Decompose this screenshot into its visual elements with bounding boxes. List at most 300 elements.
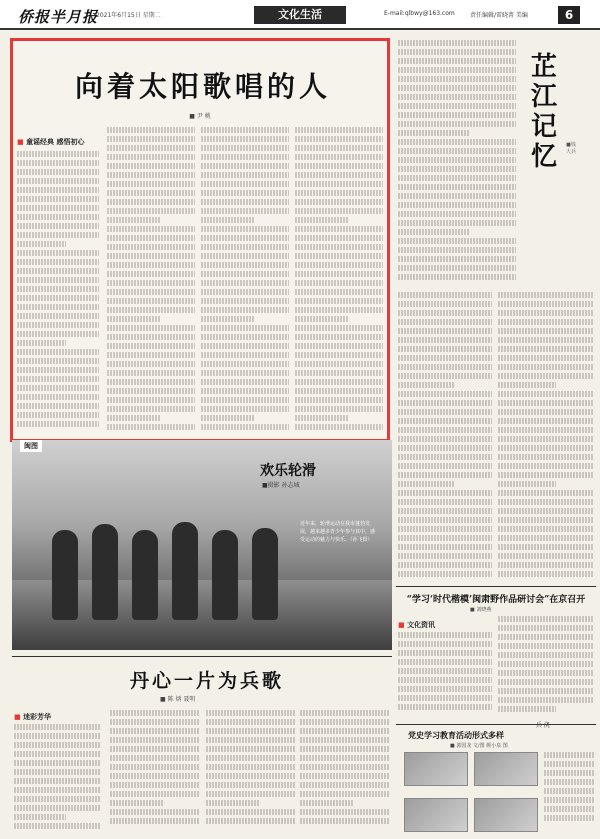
- text-line: [17, 376, 99, 382]
- text-line: [201, 235, 289, 241]
- text-line: [107, 280, 195, 286]
- text-line: [398, 562, 492, 568]
- text-line: [398, 436, 492, 442]
- text-line: [398, 668, 492, 674]
- section-label: 兵 浇: [536, 722, 550, 729]
- text-line: [110, 755, 200, 761]
- text-line: [398, 544, 492, 550]
- text-line: [107, 334, 195, 340]
- text-line: [398, 364, 492, 370]
- contact-email: E-mail:qlbwy@163.com: [384, 10, 455, 17]
- text-line: [398, 553, 492, 559]
- text-line: [398, 400, 492, 406]
- text-line: [498, 373, 594, 379]
- text-line: [300, 773, 390, 779]
- text-line: [544, 788, 594, 794]
- text-line: [398, 409, 492, 415]
- text-line: [498, 472, 594, 478]
- text-line: [107, 388, 195, 394]
- text-line: [498, 625, 594, 631]
- text-line: [498, 535, 594, 541]
- text-line: [107, 379, 195, 385]
- news-author: ■ 刘晓燕: [470, 607, 492, 613]
- text-line: [398, 76, 516, 82]
- skater-figure: [212, 530, 238, 620]
- right-text-top: [398, 40, 516, 290]
- text-line: [110, 719, 200, 725]
- text-line: [295, 181, 383, 187]
- skater-figure: [132, 530, 158, 620]
- text-line: [201, 397, 289, 403]
- text-line: [398, 704, 492, 710]
- text-line: [14, 787, 100, 793]
- text-line: [17, 178, 99, 184]
- text-line: [201, 280, 289, 286]
- text-line: [17, 196, 99, 202]
- text-line: [201, 208, 289, 214]
- text-line: [206, 764, 296, 770]
- photo-credit: ■摄影 孙志城: [262, 482, 300, 489]
- text-line: [498, 670, 594, 676]
- text-line: [300, 809, 390, 815]
- text-line: [201, 226, 289, 232]
- text-line: [17, 214, 99, 220]
- culture-mark: ■: [398, 621, 405, 629]
- text-line: [498, 562, 594, 568]
- text-line: [398, 130, 469, 136]
- text-line: [201, 352, 289, 358]
- text-line: [17, 232, 99, 238]
- issue-date: 2021年6月15日 星期二: [96, 12, 161, 19]
- text-line: [398, 103, 516, 109]
- text-line: [300, 728, 390, 734]
- text-line: [17, 259, 99, 265]
- text-line: [300, 755, 390, 761]
- text-line: [295, 235, 383, 241]
- text-line: [398, 346, 492, 352]
- newspaper-logo: 侨报半月报: [18, 8, 99, 26]
- text-line: [110, 746, 200, 752]
- text-line: [17, 403, 99, 409]
- text-line: [295, 316, 348, 322]
- text-line: [295, 370, 383, 376]
- text-line: [201, 388, 289, 394]
- text-line: [14, 814, 66, 820]
- text-line: [201, 415, 254, 421]
- text-line: [17, 295, 99, 301]
- text-line: [17, 340, 66, 346]
- text-line: [107, 199, 195, 205]
- text-line: [107, 172, 195, 178]
- text-line: [295, 415, 348, 421]
- text-line: [17, 241, 66, 247]
- text-line: [498, 661, 594, 667]
- text-line: [295, 307, 383, 313]
- bottom-subhead: [14, 712, 51, 722]
- text-line: [107, 397, 195, 403]
- text-line: [201, 343, 289, 349]
- text-line: [17, 394, 99, 400]
- text-line: [398, 94, 516, 100]
- text-line: [544, 806, 594, 812]
- text-line: [498, 481, 556, 487]
- text-line: [201, 136, 289, 142]
- text-line: [17, 223, 99, 229]
- bottom-article-title: 丹心一片为兵歌: [130, 670, 285, 692]
- text-line: [398, 355, 492, 361]
- text-line: [17, 268, 99, 274]
- text-line: [295, 325, 383, 331]
- text-line: [201, 190, 289, 196]
- culture-text-b: [498, 616, 594, 716]
- text-line: [107, 217, 160, 223]
- text-line: [17, 421, 99, 427]
- subhead-text: 童谣经典 感悟初心: [26, 138, 85, 146]
- text-line: [107, 289, 195, 295]
- text-line: [201, 271, 289, 277]
- text-line: [398, 508, 492, 514]
- text-line: [295, 406, 383, 412]
- text-line: [398, 67, 516, 73]
- text-line: [201, 424, 289, 430]
- text-line: [107, 316, 160, 322]
- text-line: [107, 307, 195, 313]
- text-line: [398, 445, 492, 451]
- text-line: [17, 313, 99, 319]
- text-line: [498, 526, 594, 532]
- text-line: [398, 695, 492, 701]
- text-line: [295, 253, 383, 259]
- text-line: [398, 328, 492, 334]
- text-line: [17, 322, 99, 328]
- text-line: [498, 337, 594, 343]
- text-line: [201, 262, 289, 268]
- text-line: [398, 454, 492, 460]
- masthead: [0, 0, 600, 30]
- subhead-text: 迷彩芳华: [23, 713, 52, 721]
- text-line: [498, 346, 594, 352]
- text-line: [398, 184, 516, 190]
- text-line: [206, 800, 260, 806]
- text-line: [107, 361, 195, 367]
- party-news-title: 党史学习教育活动形式多样: [408, 730, 504, 740]
- text-line: [107, 325, 195, 331]
- text-line: [206, 791, 296, 797]
- text-line: [17, 169, 99, 175]
- text-line: [398, 319, 492, 325]
- text-line: [17, 331, 99, 337]
- text-line: [107, 163, 195, 169]
- text-line: [398, 677, 492, 683]
- text-column-1: [17, 151, 99, 437]
- text-line: [498, 706, 556, 712]
- text-line: [295, 127, 383, 133]
- text-line: [14, 778, 100, 784]
- right-text-col-b: [498, 292, 594, 582]
- text-line: [110, 818, 200, 824]
- text-line: [498, 463, 594, 469]
- text-line: [398, 157, 516, 163]
- bottom-text-col-3: [206, 710, 296, 832]
- text-line: [498, 508, 594, 514]
- editors: 责任编辑/雷晓菁 美编: [470, 12, 528, 19]
- text-line: [110, 710, 200, 716]
- text-line: [300, 818, 390, 824]
- text-line: [398, 220, 516, 226]
- text-line: [17, 277, 99, 283]
- text-line: [398, 202, 516, 208]
- text-line: [107, 190, 195, 196]
- text-line: [295, 190, 383, 196]
- text-line: [110, 791, 200, 797]
- skater-figure: [172, 522, 198, 620]
- text-line: [300, 719, 390, 725]
- divider: [12, 656, 392, 657]
- party-news-author: ■ 郭国龙 文/图 颜小泉 图: [450, 743, 508, 749]
- text-line: [206, 818, 296, 824]
- text-line: [201, 145, 289, 151]
- text-line: [295, 424, 383, 430]
- text-line: [201, 289, 289, 295]
- text-line: [498, 409, 594, 415]
- text-line: [498, 355, 594, 361]
- text-line: [398, 490, 492, 496]
- text-line: [295, 271, 383, 277]
- text-line: [14, 769, 100, 775]
- text-line: [544, 797, 594, 803]
- text-line: [498, 571, 594, 577]
- text-line: [398, 112, 516, 118]
- text-line: [206, 728, 296, 734]
- text-line: [295, 154, 383, 160]
- text-line: [398, 310, 492, 316]
- text-line: [398, 175, 516, 181]
- text-line: [107, 424, 195, 430]
- text-line: [295, 298, 383, 304]
- text-line: [544, 752, 594, 758]
- text-line: [295, 280, 383, 286]
- text-line: [206, 719, 296, 725]
- text-line: [107, 271, 195, 277]
- text-line: [498, 553, 594, 559]
- text-line: [107, 298, 195, 304]
- text-line: [498, 688, 594, 694]
- text-line: [206, 809, 296, 815]
- text-line: [398, 373, 492, 379]
- text-line: [201, 325, 289, 331]
- text-line: [498, 652, 594, 658]
- text-line: [498, 400, 594, 406]
- text-line: [295, 343, 383, 349]
- text-line: [201, 370, 289, 376]
- text-line: [498, 679, 594, 685]
- skater-figure: [92, 524, 118, 620]
- text-line: [300, 746, 390, 752]
- text-line: [398, 58, 516, 64]
- culture-text-a: [398, 632, 492, 716]
- text-line: [107, 262, 195, 268]
- text-line: [398, 632, 492, 638]
- text-line: [201, 379, 289, 385]
- text-line: [110, 809, 200, 815]
- page-number: 6: [558, 6, 580, 24]
- text-line: [201, 181, 289, 187]
- text-line: [201, 163, 289, 169]
- text-line: [398, 472, 492, 478]
- text-line: [544, 761, 594, 767]
- text-line: [398, 418, 492, 424]
- text-line: [398, 499, 492, 505]
- text-line: [201, 298, 289, 304]
- text-line: [498, 454, 594, 460]
- text-line: [17, 286, 99, 292]
- text-line: [398, 650, 492, 656]
- text-line: [107, 244, 195, 250]
- news-title: “学习‘时代楷模’闽肃野作品研讨会”在京召开: [406, 595, 586, 605]
- text-line: [295, 352, 383, 358]
- text-line: [398, 256, 516, 262]
- text-line: [110, 782, 200, 788]
- text-line: [201, 217, 254, 223]
- text-line: [300, 710, 390, 716]
- text-line: [498, 643, 594, 649]
- news-thumbnail: [404, 752, 468, 786]
- text-line: [295, 244, 383, 250]
- text-line: [295, 388, 383, 394]
- skater-figure: [52, 530, 78, 620]
- news-thumbnail: [474, 798, 538, 832]
- text-line: [206, 773, 296, 779]
- text-line: [498, 310, 594, 316]
- text-line: [206, 755, 296, 761]
- text-line: [498, 364, 594, 370]
- text-line: [17, 250, 99, 256]
- text-line: [107, 154, 195, 160]
- text-line: [498, 616, 594, 622]
- text-line: [295, 226, 383, 232]
- text-line: [107, 226, 195, 232]
- text-line: [17, 367, 99, 373]
- text-line: [107, 406, 195, 412]
- text-line: [498, 319, 594, 325]
- divider: [396, 724, 596, 725]
- text-line: [398, 686, 492, 692]
- vertical-title: 芷江记忆: [530, 52, 557, 172]
- photo-caption: 近年来，轮滑运动在我市蓬勃发展，越来越多青少年参与其中，感受运动的魅力与快乐。（孙飞摄）: [300, 521, 376, 543]
- text-line: [14, 805, 100, 811]
- text-line: [14, 733, 100, 739]
- text-line: [206, 710, 296, 716]
- text-line: [498, 499, 594, 505]
- text-line: [295, 379, 383, 385]
- bottom-text-col-1: [14, 724, 100, 832]
- text-line: [398, 265, 516, 271]
- text-line: [295, 145, 383, 151]
- text-line: [17, 358, 99, 364]
- bottom-text-col-4: [300, 710, 390, 832]
- text-line: [498, 292, 594, 298]
- text-line: [398, 139, 516, 145]
- text-line: [201, 307, 289, 313]
- text-line: [110, 737, 200, 743]
- text-line: [107, 127, 195, 133]
- subhead-mark: ■: [14, 713, 21, 721]
- text-line: [398, 121, 516, 127]
- text-line: [300, 737, 390, 743]
- text-line: [498, 517, 594, 523]
- text-line: [295, 217, 348, 223]
- text-line: [201, 361, 289, 367]
- text-line: [498, 436, 594, 442]
- text-line: [498, 544, 594, 550]
- text-line: [107, 145, 195, 151]
- text-line: [398, 427, 492, 433]
- text-line: [398, 166, 516, 172]
- article-title: 向着太阳歌唱的人: [74, 70, 331, 103]
- text-line: [398, 481, 454, 487]
- text-line: [201, 172, 289, 178]
- vertical-author: ■钱大兵: [566, 142, 577, 155]
- text-line: [300, 782, 390, 788]
- text-line: [398, 391, 492, 397]
- text-line: [398, 292, 492, 298]
- text-line: [17, 187, 99, 193]
- text-line: [398, 337, 492, 343]
- text-line: [17, 349, 99, 355]
- text-line: [295, 163, 383, 169]
- text-line: [295, 397, 383, 403]
- text-line: [498, 301, 594, 307]
- text-line: [398, 211, 516, 217]
- text-line: [498, 418, 594, 424]
- text-line: [398, 274, 516, 280]
- text-line: [398, 463, 492, 469]
- party-text: [544, 752, 594, 832]
- skating-photo: [12, 440, 392, 650]
- text-line: [206, 782, 296, 788]
- text-line: [398, 193, 516, 199]
- text-line: [17, 151, 99, 157]
- culture-head-text: 文化资讯: [407, 621, 436, 629]
- text-line: [107, 181, 195, 187]
- news-thumbnail: [404, 798, 468, 832]
- text-line: [498, 634, 594, 640]
- text-line: [107, 208, 195, 214]
- text-line: [107, 253, 195, 259]
- text-line: [398, 301, 492, 307]
- text-line: [498, 328, 594, 334]
- text-line: [544, 815, 594, 821]
- text-line: [398, 641, 492, 647]
- text-line: [300, 764, 390, 770]
- text-line: [110, 773, 200, 779]
- text-line: [398, 526, 492, 532]
- subhead-mark: ■: [17, 138, 24, 146]
- text-line: [17, 385, 99, 391]
- text-line: [201, 316, 254, 322]
- text-line: [398, 535, 492, 541]
- text-line: [398, 49, 516, 55]
- text-line: [110, 764, 200, 770]
- text-column-4: [295, 127, 383, 437]
- photo-label: 闽图: [20, 440, 42, 452]
- text-line: [107, 352, 195, 358]
- text-line: [107, 136, 195, 142]
- text-line: [14, 751, 100, 757]
- text-line: [398, 148, 516, 154]
- text-line: [295, 136, 383, 142]
- text-line: [201, 154, 289, 160]
